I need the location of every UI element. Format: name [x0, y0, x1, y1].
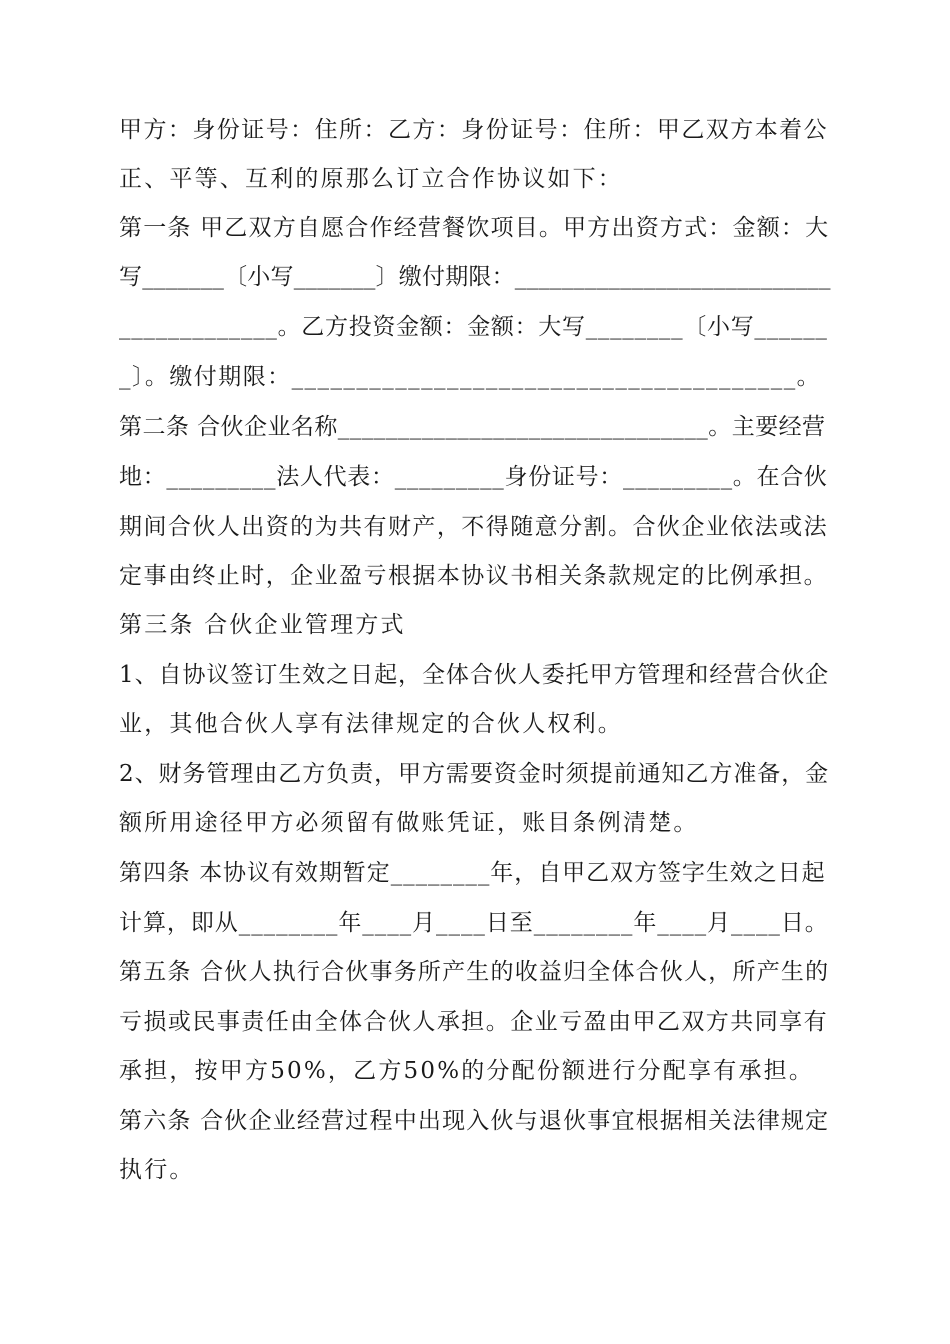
text-line: 亏损或民事责任由全体合伙人承担。企业亏盈由甲乙双方共同享有 — [119, 1009, 829, 1035]
text-line: 地：_________法人代表：_________身份证号：_________。在合伙 — [119, 464, 828, 490]
text-line: 期间合伙人出资的为共有财产，不得随意分割。合伙企业依法或法 — [119, 514, 829, 540]
text-line: 定事由终止时，企业盈亏根据本协议书相关条款规定的比例承担。 — [119, 563, 829, 589]
text-line: 第五条 合伙人执行合伙事务所产生的收益归全体合伙人，所产生的 — [119, 959, 830, 985]
text-line: 承担，按甲方50%，乙方50%的分配份额进行分配享有承担。 — [119, 1058, 815, 1084]
text-line: 业，其他合伙人享有法律规定的合伙人权利。 — [119, 711, 623, 737]
text-line: 第三条 合伙企业管理方式 — [119, 612, 406, 638]
text-line: _____________。乙方投资金额：金额：大写________〔小写______ — [119, 314, 828, 340]
text-line: 第六条 合伙企业经营过程中出现入伙与退伙事宜根据相关法律规定 — [119, 1108, 830, 1134]
text-line: 执行。 — [119, 1157, 195, 1183]
text-line: 写_______〔小写_______〕缴付期限：___________________________ — [119, 264, 831, 290]
text-line: _〕。缴付期限：_______________________________________。 — [119, 364, 822, 390]
text-line: 1、自协议签订生效之日起，全体合伙人委托甲方管理和经营合伙企 — [119, 662, 830, 688]
text-line: 甲方：身份证号：住所：乙方：身份证号：住所：甲乙双方本着公 — [119, 117, 829, 143]
text-line: 第一条 甲乙双方自愿合作经营餐饮项目。甲方出资方式：金额：大 — [119, 215, 830, 241]
text-line: 2、财务管理由乙方负责，甲方需要资金时须提前通知乙方准备，金 — [119, 761, 830, 787]
text-line: 正、平等、互利的原那么订立合作协议如下： — [119, 166, 623, 192]
text-line: 额所用途径甲方必须留有做账凭证，账目条例清楚。 — [119, 810, 699, 836]
text-line: 计算，即从________年____月____日至________年____月____日。 — [119, 910, 829, 936]
text-line: 第二条 合伙企业名称_______________________________。主要经营 — [119, 414, 826, 440]
text-line: 第四条 本协议有效期暂定________年，自甲乙双方签字生效之日起 — [119, 860, 826, 886]
